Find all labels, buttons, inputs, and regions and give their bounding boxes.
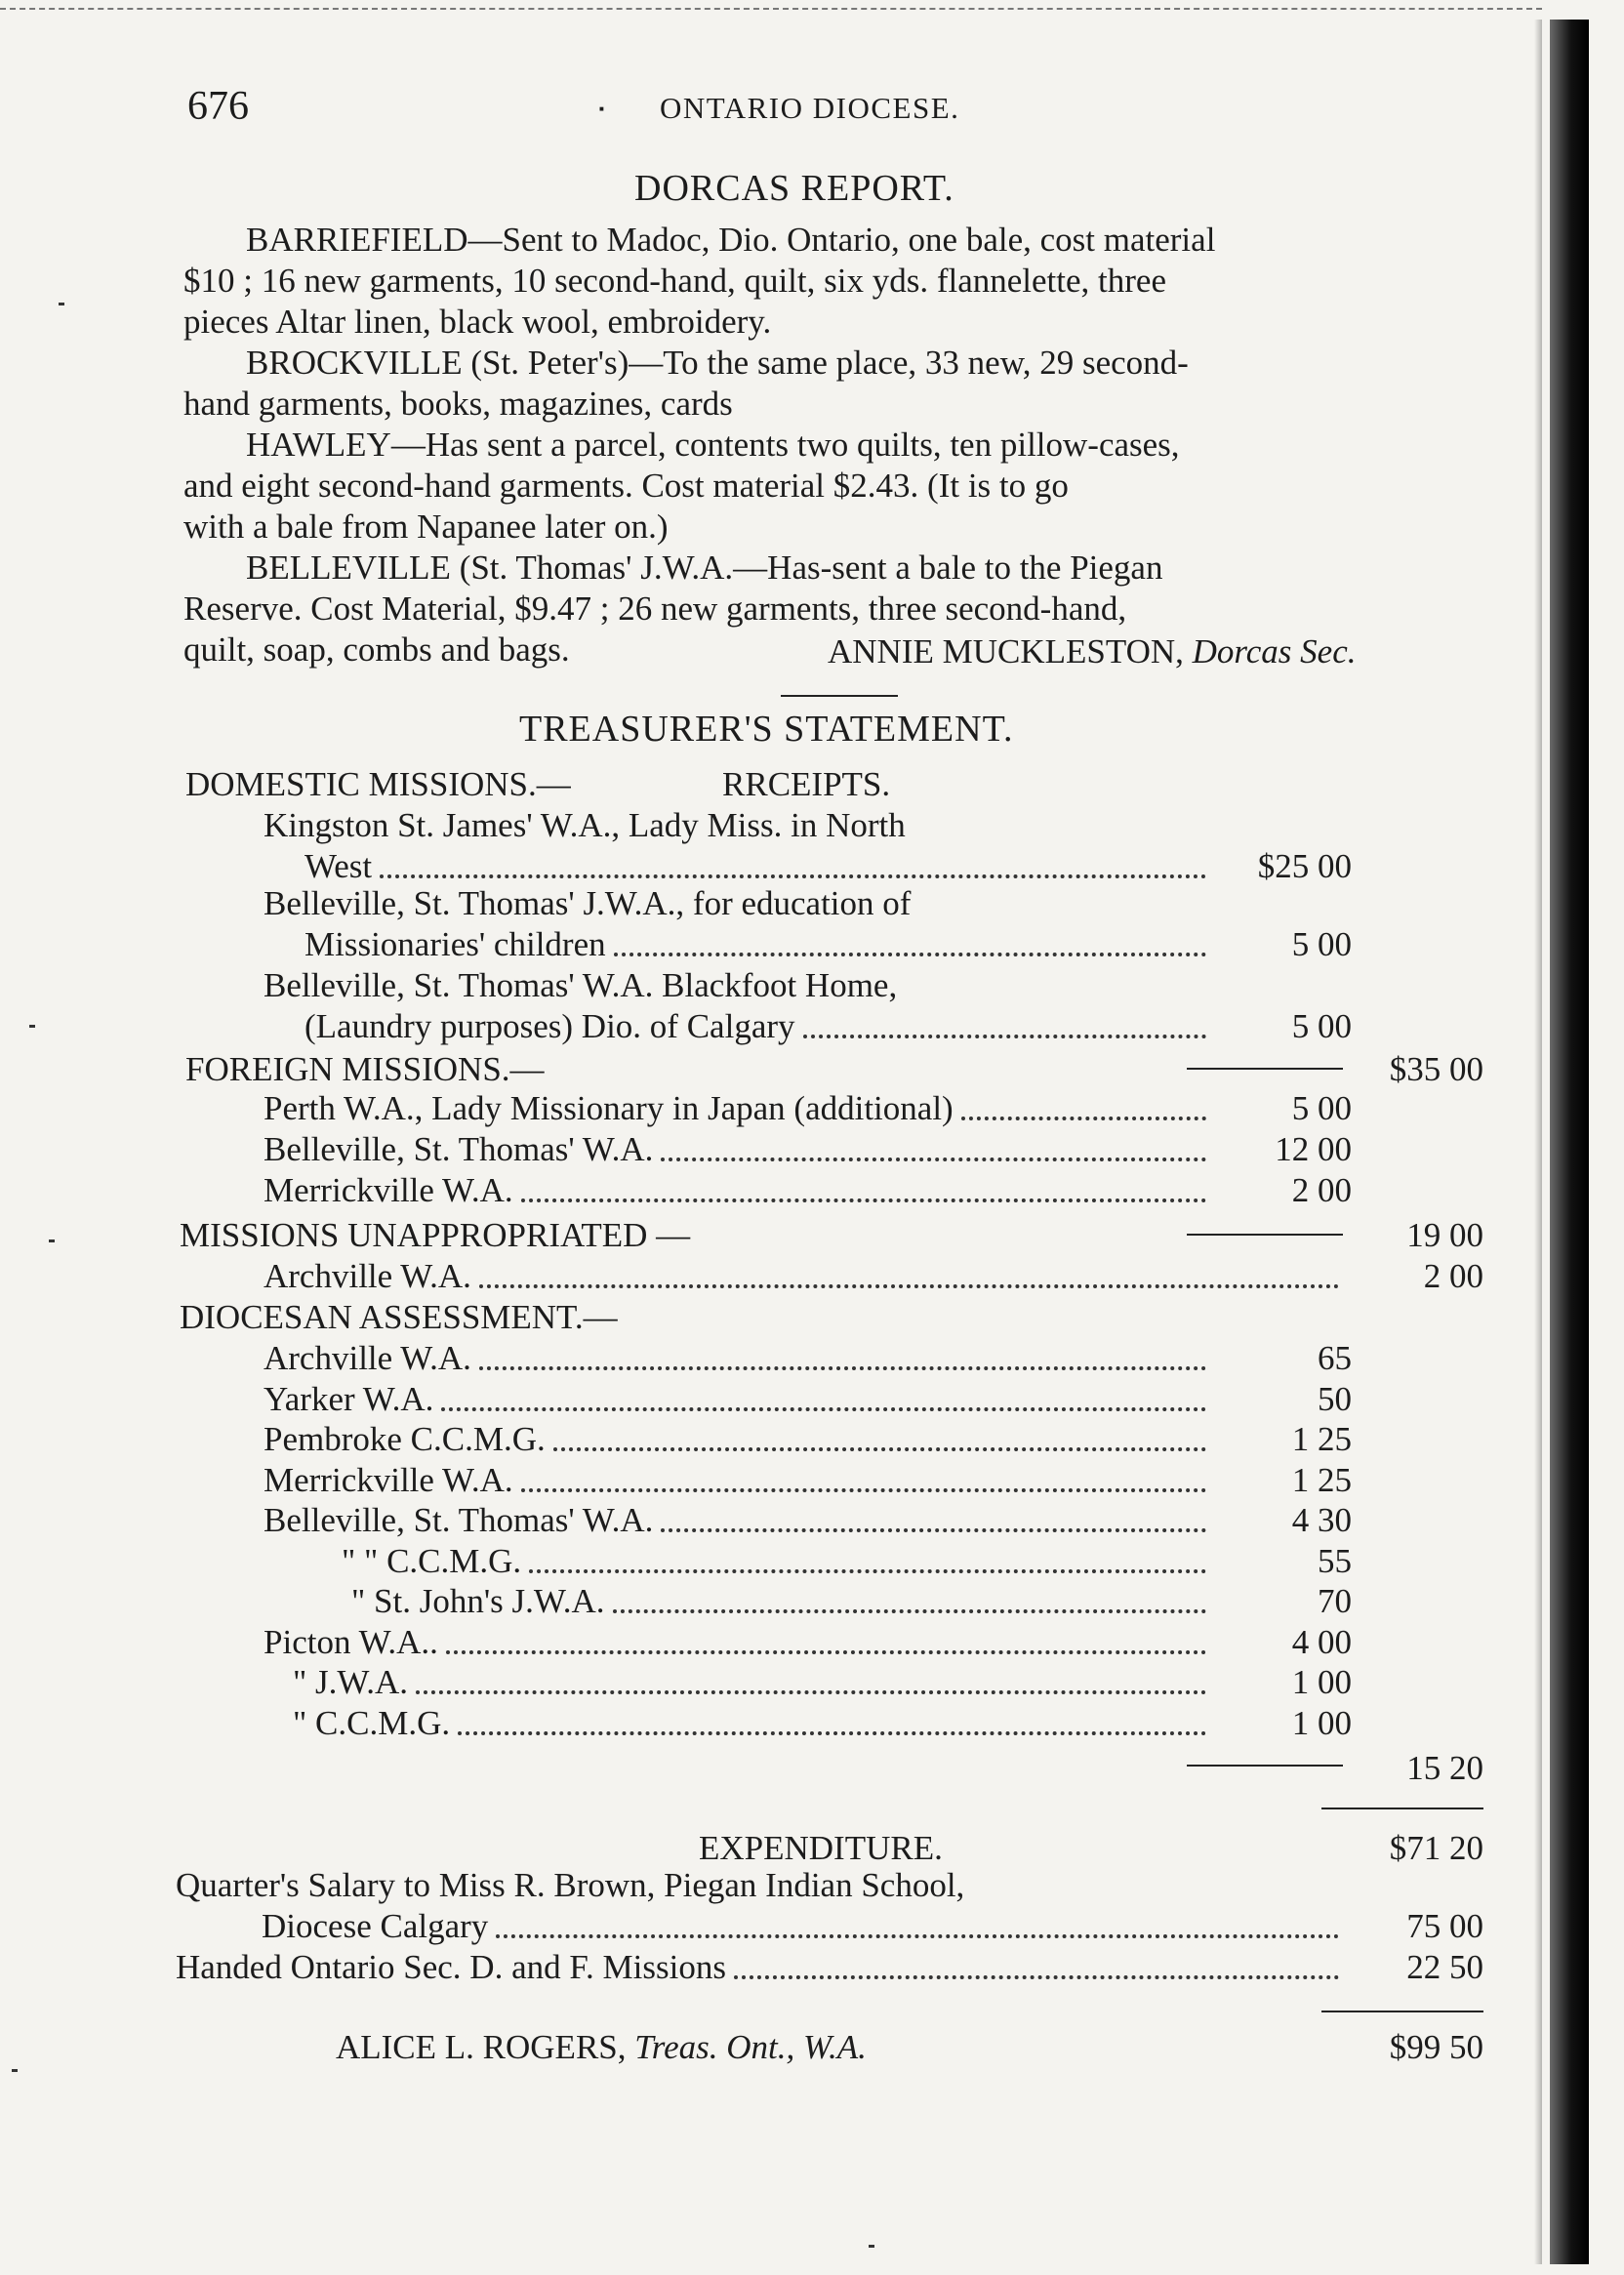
receipt-line: Missionaries' children bbox=[304, 925, 606, 963]
dorcas-text: (St. Peter's)—To the same place, 33 new, 29 second- bbox=[462, 344, 1189, 382]
expenditure-line: Handed Ontario Sec. D. and F. Missions bbox=[176, 1948, 726, 1986]
receipt-line: Merrickville W.A. bbox=[264, 1171, 513, 1209]
treasurer-signature-role: Treas. Ont., W.A. bbox=[634, 2028, 867, 2066]
receipt-line: Pembroke C.C.M.G. bbox=[264, 1420, 546, 1458]
domestic-heading: DOMESTIC MISSIONS.— bbox=[185, 765, 571, 803]
dorcas-text: —Sent to Madoc, Dio. Ontario, one bale, cost material bbox=[467, 221, 1216, 259]
receipt-line: Archville W.A. bbox=[264, 1257, 471, 1295]
page-number: 676 bbox=[187, 84, 249, 129]
dorcas-text: (St. Thomas' J.W.A.—Has-sent a bale to the Piegan bbox=[450, 548, 1163, 587]
dorcas-line bbox=[183, 264, 1166, 298]
leader-dots bbox=[553, 1447, 1206, 1451]
leader-dots bbox=[734, 1975, 1339, 1979]
dorcas-parish: BROCKVILLE bbox=[246, 344, 463, 382]
book-binding bbox=[1550, 20, 1589, 2264]
receipt-amount: 1 25 bbox=[1291, 1420, 1352, 1458]
section-divider bbox=[781, 695, 898, 697]
dorcas-line bbox=[246, 223, 1215, 257]
leader-dots bbox=[614, 953, 1206, 956]
total-rule bbox=[1321, 1808, 1483, 1809]
dorcas-parish: HAWLEY bbox=[246, 426, 391, 464]
dorcas-text: with a bale from Napanee later on.) bbox=[183, 508, 669, 546]
leader-dots bbox=[803, 1035, 1206, 1038]
leader-dots bbox=[661, 1158, 1206, 1161]
receipt-line: " St. John's J.W.A. bbox=[351, 1582, 605, 1620]
receipt-amount: 70 bbox=[1318, 1582, 1352, 1620]
dorcas-parish: BELLEVILLE bbox=[246, 548, 451, 587]
treasurer-title: TREASURER'S STATEMENT. bbox=[519, 709, 1014, 750]
receipt-line: " J.W.A. bbox=[293, 1663, 409, 1701]
dorcas-line bbox=[183, 591, 1126, 626]
expenditure-total: $99 50 bbox=[1389, 2028, 1483, 2066]
expenditure-line: Quarter's Salary to Miss R. Brown, Piegan Indian School, bbox=[176, 1866, 965, 1904]
receipt-line: Belleville, St. Thomas' W.A. bbox=[264, 1501, 654, 1539]
leader-dots bbox=[458, 1731, 1206, 1735]
leader-dots bbox=[446, 1650, 1206, 1654]
expenditure-amount: 22 50 bbox=[1406, 1948, 1483, 1986]
receipt-line: Perth W.A., Lady Missionary in Japan (additional) bbox=[264, 1089, 954, 1127]
leader-dots bbox=[661, 1528, 1206, 1532]
scan-speck bbox=[869, 2245, 874, 2248]
binding-shadow bbox=[1534, 20, 1542, 2264]
receipt-line: Archville W.A. bbox=[264, 1339, 471, 1377]
receipt-line: Yarker W.A. bbox=[264, 1379, 434, 1418]
leader-dots bbox=[380, 874, 1206, 878]
top-edge-rule bbox=[0, 8, 1542, 10]
receipt-amount: 55 bbox=[1318, 1541, 1352, 1580]
receipt-line: (Laundry purposes) Dio. of Calgary bbox=[304, 1007, 795, 1045]
dorcas-line bbox=[183, 386, 733, 421]
dorcas-title: DORCAS REPORT. bbox=[634, 168, 954, 209]
receipt-amount: $25 00 bbox=[1257, 847, 1352, 885]
receipt-line: Belleville, St. Thomas' W.A. Blackfoot Home, bbox=[264, 966, 898, 1004]
receipt-line: Belleville, St. Thomas' W.A. bbox=[264, 1130, 654, 1168]
receipts-total: $71 20 bbox=[1389, 1829, 1483, 1867]
receipt-amount: 5 00 bbox=[1291, 1007, 1352, 1045]
receipt-amount: 65 bbox=[1318, 1339, 1352, 1377]
receipt-amount: 5 00 bbox=[1291, 1089, 1352, 1127]
subtotal-rule bbox=[1187, 1765, 1343, 1767]
dorcas-line bbox=[183, 305, 771, 339]
dorcas-line bbox=[183, 632, 570, 667]
receipt-amount: 1 00 bbox=[1291, 1663, 1352, 1701]
dorcas-line bbox=[246, 427, 1180, 462]
dorcas-text: Reserve. Cost Material, $9.47 ; 26 new garments, three second-hand, bbox=[183, 589, 1127, 628]
running-title: ONTARIO DIOCESE. bbox=[660, 91, 960, 125]
receipt-amount: 12 00 bbox=[1275, 1130, 1352, 1168]
header-bullet: ■ bbox=[599, 104, 604, 113]
expenditure-amount: 75 00 bbox=[1406, 1907, 1483, 1945]
leader-dots bbox=[521, 1198, 1206, 1202]
subtotal-rule bbox=[1187, 1234, 1343, 1236]
dorcas-signature bbox=[828, 634, 1356, 669]
leader-dots bbox=[496, 1934, 1339, 1938]
receipt-line: " C.C.M.G. bbox=[293, 1703, 451, 1742]
receipt-line: Kingston St. James' W.A., Lady Miss. in North bbox=[264, 806, 906, 844]
dorcas-text: and eight second-hand garments. Cost material $2.43. (It is to go bbox=[183, 467, 1069, 505]
dorcas-text: pieces Altar linen, black wool, embroidery. bbox=[183, 303, 772, 341]
dorcas-line bbox=[183, 468, 1069, 503]
expenditure-heading: EXPENDITURE. bbox=[699, 1829, 943, 1867]
unappropriated-heading: MISSIONS UNAPPROPRIATED — bbox=[180, 1216, 691, 1254]
dorcas-text: $10 ; 16 new garments, 10 second-hand, quilt, six yds. flannelette, three bbox=[183, 262, 1166, 300]
leader-dots bbox=[961, 1117, 1206, 1120]
treasurer-signature-name: ALICE L. ROGERS, bbox=[336, 2028, 627, 2066]
leader-dots bbox=[521, 1488, 1206, 1492]
dorcas-line bbox=[246, 345, 1189, 380]
leader-dots bbox=[479, 1284, 1339, 1288]
receipt-amount: 4 30 bbox=[1291, 1501, 1352, 1539]
receipt-line: " " C.C.M.G. bbox=[342, 1541, 522, 1580]
total-rule bbox=[1321, 2011, 1483, 2012]
expenditure-line: Diocese Calgary bbox=[262, 1907, 489, 1945]
receipt-line: Picton W.A.. bbox=[264, 1622, 438, 1661]
leader-dots bbox=[416, 1690, 1206, 1694]
dorcas-text: hand garments, books, magazines, cards bbox=[183, 385, 733, 423]
receipt-amount: 4 00 bbox=[1291, 1622, 1352, 1661]
foreign-heading: FOREIGN MISSIONS.— bbox=[185, 1050, 545, 1088]
foreign-total: 19 00 bbox=[1406, 1216, 1483, 1254]
receipt-amount: 50 bbox=[1318, 1379, 1352, 1418]
receipt-amount: 2 00 bbox=[1291, 1171, 1352, 1209]
leader-dots bbox=[529, 1569, 1206, 1573]
dorcas-parish: BARRIEFIELD bbox=[246, 221, 468, 259]
receipt-line: Merrickville W.A. bbox=[264, 1460, 513, 1499]
receipts-heading: RRCEIPTS. bbox=[722, 765, 891, 803]
scan-speck bbox=[59, 303, 64, 305]
dorcas-signature-name: ANNIE MUCKLESTON, bbox=[828, 632, 1184, 670]
receipt-amount: 1 25 bbox=[1291, 1460, 1352, 1499]
receipt-amount: 5 00 bbox=[1291, 925, 1352, 963]
receipt-line: West bbox=[304, 847, 373, 885]
dorcas-text: quilt, soap, combs and bags. bbox=[183, 630, 570, 669]
domestic-total: $35 00 bbox=[1389, 1050, 1483, 1088]
scan-speck bbox=[12, 2069, 18, 2072]
dorcas-line bbox=[246, 550, 1162, 585]
subtotal-rule bbox=[1187, 1068, 1343, 1070]
dorcas-signature-role: Dorcas Sec. bbox=[1192, 632, 1357, 670]
assessment-total: 15 20 bbox=[1406, 1749, 1483, 1787]
dorcas-line bbox=[183, 509, 669, 544]
leader-dots bbox=[613, 1609, 1206, 1613]
receipt-amount: 1 00 bbox=[1291, 1703, 1352, 1742]
receipt-line: Belleville, St. Thomas' J.W.A., for education of bbox=[264, 884, 912, 922]
leader-dots bbox=[441, 1407, 1206, 1411]
treasurer-signature bbox=[336, 2030, 867, 2064]
scan-speck bbox=[49, 1239, 55, 1242]
leader-dots bbox=[479, 1366, 1206, 1370]
dorcas-text: —Has sent a parcel, contents two quilts, ten pillow-cases, bbox=[390, 426, 1180, 464]
assessment-heading: DIOCESAN ASSESSMENT.— bbox=[180, 1298, 618, 1336]
receipt-amount: 2 00 bbox=[1423, 1257, 1483, 1295]
scan-speck bbox=[29, 1025, 35, 1028]
